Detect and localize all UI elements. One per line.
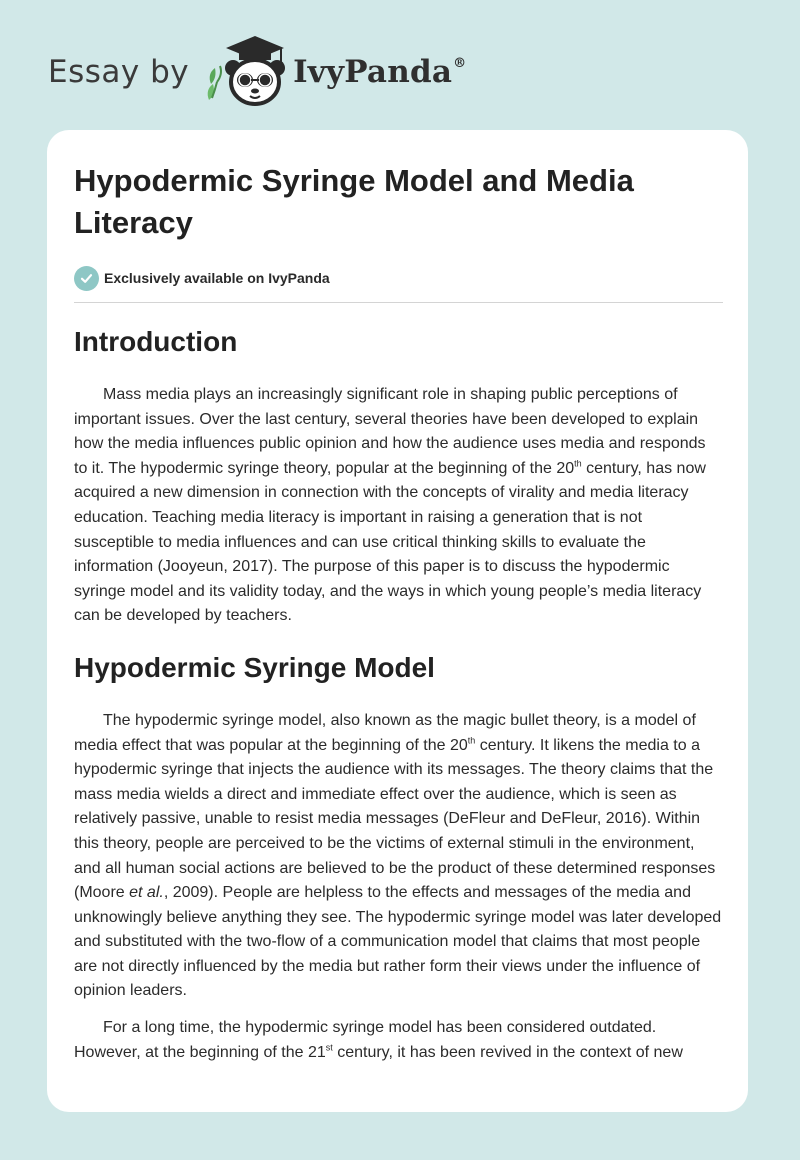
paragraph-text: For a long time, the hypodermic syringe model has been considered outdated. However, at the beginning of the 21 bbox=[74, 1019, 657, 1061]
paragraph-text: century. It likens the media to a hypodermic syringe that injects the audience with its messages. The theory claims that the mass media wields a direct and immediate effect over the audience, which is seen as relatively passive, unable to resist media messages (DeFleur and DeFleur, 2016). Within this theory, people are perceived to be the victims of external stimuli in the environment, and all human social actions are believed to be the product of these determined responses (Moore bbox=[74, 736, 716, 902]
section-heading-hypodermic-syringe-model: Hypodermic Syringe Model bbox=[74, 651, 435, 683]
paragraph bbox=[74, 383, 723, 629]
italic-text: et al. bbox=[129, 884, 164, 902]
ordinal-suffix: th bbox=[574, 458, 582, 469]
essay-title: Hypodermic Syringe Model and Media Literacy bbox=[74, 163, 634, 240]
paragraph-text: The hypodermic syringe model, also known as the magic bullet theory, is a model of media effect that was popular at the beginning of the 20 bbox=[74, 711, 696, 754]
exclusive-badge bbox=[74, 265, 723, 291]
paragraph-text: Mass media plays an increasingly significant role in shaping public perceptions of important issues. Over the last century, several theories have been developed to explain how the media influences public opinion and how the audience uses media and responds to it. The hypodermic syringe theory, popular at the beginning of the 20 bbox=[74, 386, 706, 477]
ivy-leaf-icon bbox=[208, 66, 221, 100]
brand-name[interactable] bbox=[293, 54, 466, 90]
divider bbox=[74, 302, 723, 303]
paragraph-text: , 2009). People are helpless to the effects and messages of the media and unknowingly believe anything they see. The hypodermic syringe model was later developed and substituted with the two-flow of a communication model that claims that most people are not directly influenced by the media but rather form their views under the influence of opinion leaders. bbox=[74, 884, 722, 1000]
ordinal-suffix: st bbox=[325, 1042, 333, 1053]
badge-label: Exclusively available on IvyPanda bbox=[104, 270, 330, 286]
check-circle-icon bbox=[74, 266, 99, 291]
essay-by-label: Essay by bbox=[48, 54, 190, 90]
paragraph-text: century, it has been revived in the context of new bbox=[332, 1043, 683, 1061]
paragraph bbox=[74, 1016, 723, 1065]
essay-content bbox=[74, 160, 723, 1065]
paragraph-text: century, has now acquired a new dimension in connection with the concepts of virality and media literacy education. Teaching media literacy is important in raising a generation that is not susceptible to media influences and can use critical thinking skills to evaluate the information (Jooyeun, 2017). The purpose of this paper is to discuss the hypodermic syringe model and its validity today, and the ways in which young people’s media literacy can be developed by teachers. bbox=[74, 459, 706, 625]
brand-name-text: IvyPanda bbox=[293, 54, 453, 90]
ivypanda-logo[interactable] bbox=[203, 34, 289, 110]
paragraph bbox=[74, 709, 723, 1004]
essay-card bbox=[47, 130, 748, 1112]
registered-mark: ® bbox=[453, 56, 467, 71]
ordinal-suffix: th bbox=[467, 735, 476, 746]
panda-graduate-icon bbox=[203, 34, 289, 110]
section-heading-introduction: Introduction bbox=[74, 326, 238, 357]
site-header bbox=[48, 34, 466, 110]
